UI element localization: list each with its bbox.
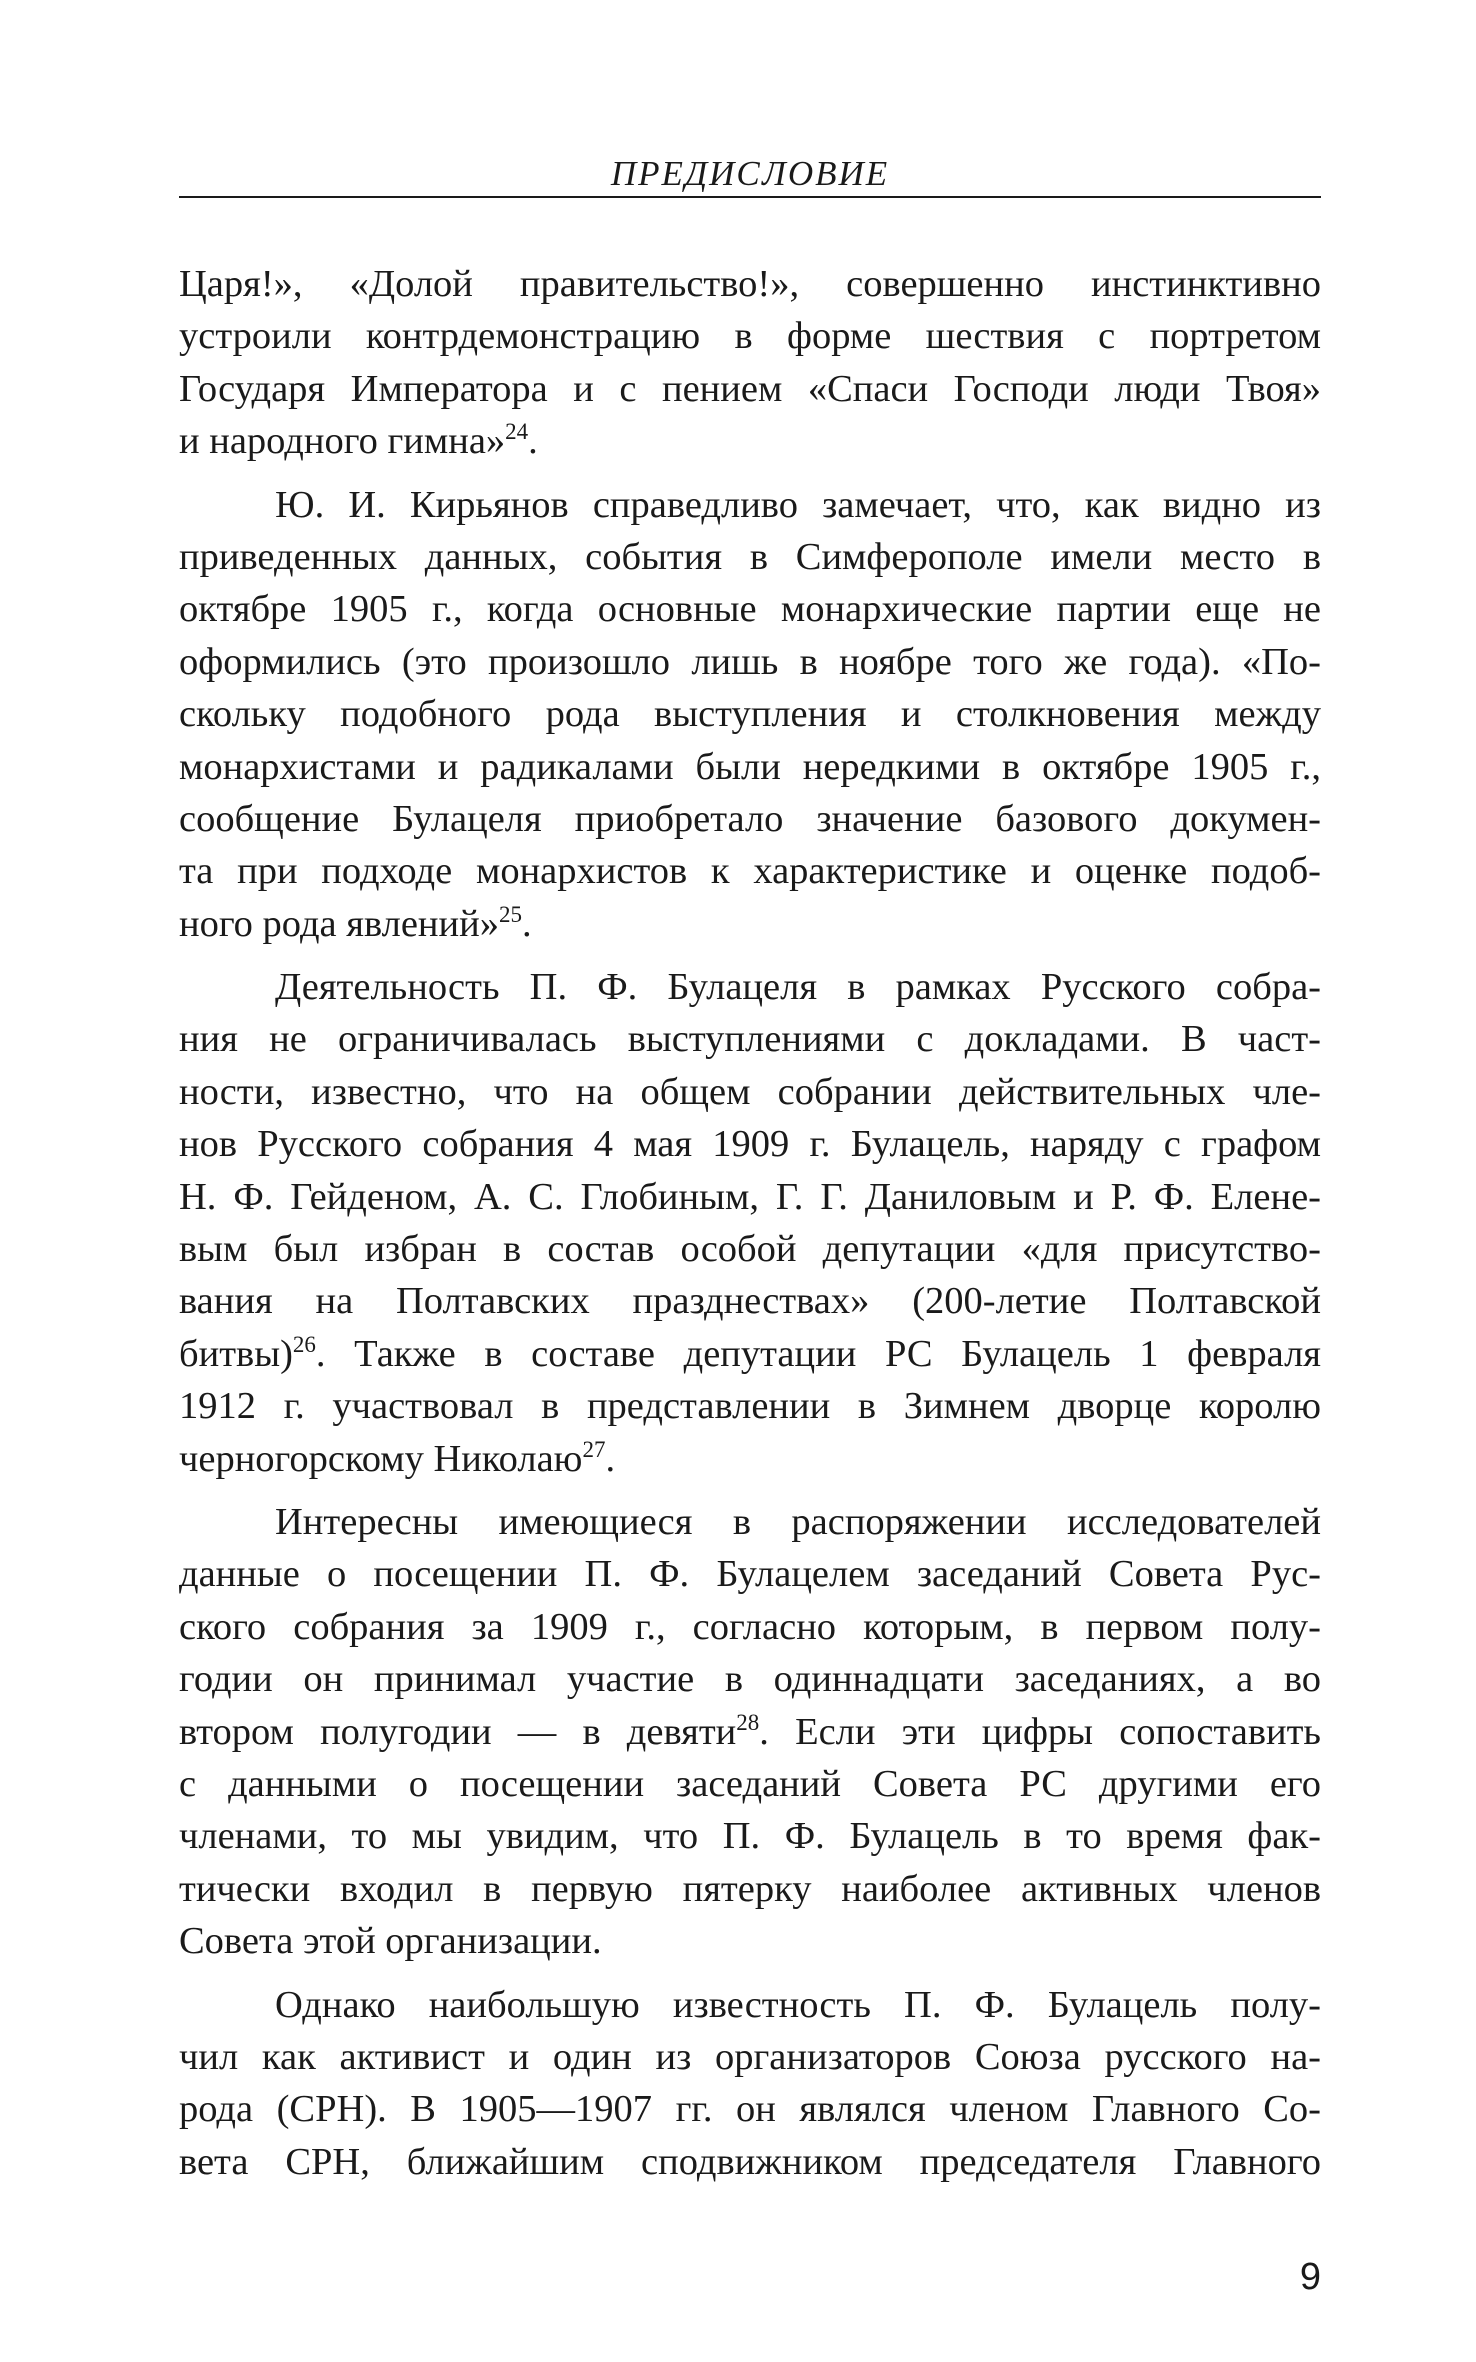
line-text: с данными о посещении заседаний Совета РС другими его — [179, 1762, 1321, 1805]
footnote-ref[interactable]: 28 — [736, 1709, 760, 1735]
paragraph — [179, 258, 1321, 468]
text-line — [179, 2031, 1321, 2083]
header-rule — [179, 196, 1321, 198]
line-text: членами, то мы увидим, что П. Ф. Булацель в то время фак- — [179, 1815, 1321, 1858]
text-line — [179, 1863, 1321, 1915]
line-text: монархистами и радикалами были нередкими в октябре 1905 г., — [179, 745, 1321, 788]
text-line — [179, 531, 1321, 583]
line-text: вания на Полтавских празднествах» (200-летие Полтавской — [179, 1280, 1321, 1323]
line-text: оформились (это произошло лишь в ноябре того же года). «По- — [179, 640, 1321, 683]
text-line — [179, 479, 1321, 531]
line-text-continued: . Если эти цифры сопоставить — [759, 1710, 1321, 1753]
paragraph — [179, 961, 1321, 1485]
text-line — [179, 1548, 1321, 1600]
line-text: данные о посещении П. Ф. Булацелем заседаний Совета Рус- — [179, 1553, 1321, 1596]
line-text: Однако наибольшую известность П. Ф. Булацель полу- — [275, 1983, 1321, 2026]
text-line — [179, 898, 1321, 950]
text-line — [179, 1706, 1321, 1758]
text-line — [179, 415, 1321, 467]
text-line — [179, 845, 1321, 897]
line-text: скольку подобного рода выступления и столкновения между — [179, 693, 1321, 736]
text-line — [179, 1275, 1321, 1327]
text-line — [179, 636, 1321, 688]
line-text: Совета этой организации. — [179, 1920, 602, 1963]
line-text: ского собрания за 1909 г., согласно которым, в первом полу- — [179, 1605, 1321, 1648]
line-text: втором полугодии — в девяти — [179, 1710, 737, 1753]
paragraph — [179, 1979, 1321, 2189]
line-text: вым был избран в состав особой депутации «для присутство- — [179, 1228, 1321, 1271]
line-text: годии он принимал участие в одиннадцати заседаниях, а во — [179, 1658, 1321, 1701]
text-line — [179, 1653, 1321, 1705]
line-text: Царя!», «Долой правительство!», совершенно инстинктивно — [179, 263, 1321, 305]
line-text: та при подходе монархистов к характеристике и оценке подоб- — [179, 850, 1321, 893]
text-line — [179, 363, 1321, 415]
text-line — [179, 1496, 1321, 1548]
text-line — [179, 741, 1321, 793]
text-line — [179, 310, 1321, 362]
line-text: битвы) — [179, 1332, 293, 1375]
text-line — [179, 688, 1321, 740]
line-text: рода (СРН). В 1905—1907 гг. он являлся членом Главного Со- — [179, 2088, 1321, 2131]
page-number: 9 — [1299, 2256, 1321, 2298]
text-line — [179, 1758, 1321, 1810]
text-line — [179, 1223, 1321, 1275]
text-line — [179, 1601, 1321, 1653]
paragraph — [179, 1496, 1321, 1968]
paragraph — [179, 479, 1321, 951]
footnote-ref[interactable]: 26 — [292, 1331, 316, 1357]
line-text: чил как активист и один из организаторов Союза русского на- — [179, 2035, 1321, 2078]
line-text: Государя Императора и с пением «Спаси Господи люди Твоя» — [179, 367, 1321, 410]
text-line — [179, 2083, 1321, 2135]
text-line — [179, 2136, 1321, 2188]
text-line — [179, 258, 1321, 310]
line-text: тически входил в первую пятерку наиболее активных членов — [179, 1867, 1321, 1910]
line-text-continued: . — [605, 1437, 616, 1480]
line-text: ности, известно, что на общем собрании действительных чле- — [179, 1070, 1321, 1113]
line-text: Интересны имеющиеся в распоряжении исследователей — [275, 1500, 1321, 1543]
line-text: вета СРН, ближайшим сподвижником председателя Главного — [179, 2140, 1321, 2183]
text-line — [179, 793, 1321, 845]
text-line — [179, 1171, 1321, 1223]
line-text: 1912 г. участвовал в представлении в Зимнем дворце королю — [179, 1385, 1321, 1428]
line-text: ного рода явлений» — [179, 902, 499, 945]
line-text: сообщение Булацеля приобретало значение базового докумен- — [179, 797, 1321, 840]
text-line — [179, 1118, 1321, 1170]
text-line — [179, 1433, 1321, 1485]
footnote-ref[interactable]: 27 — [582, 1436, 606, 1462]
line-text: октябре 1905 г., когда основные монархические партии еще не — [179, 588, 1321, 631]
footnote-ref[interactable]: 24 — [505, 419, 529, 445]
text-line — [179, 1810, 1321, 1862]
text-line — [179, 1915, 1321, 1967]
line-text: нов Русского собрания 4 мая 1909 г. Булацель, наряду с графом — [179, 1123, 1321, 1166]
line-text: и народного гимна» — [179, 420, 506, 463]
text-line — [179, 1380, 1321, 1432]
text-line — [179, 1066, 1321, 1118]
line-text: черногорскому Николаю — [179, 1437, 583, 1480]
footnote-ref[interactable]: 25 — [499, 901, 522, 927]
text-line — [179, 1328, 1321, 1380]
line-text: Ю. И. Кирьянов справедливо замечает, что, как видно из — [275, 483, 1321, 526]
body-text — [179, 258, 1321, 2188]
text-line — [179, 1979, 1321, 2031]
line-text-continued: . — [528, 420, 538, 463]
line-text-continued: . — [522, 902, 532, 945]
line-text: устроили контрдемонстрацию в форме шествия с портретом — [179, 315, 1321, 358]
text-line — [179, 961, 1321, 1013]
text-line — [179, 583, 1321, 635]
running-header: ПРЕДИСЛОВИЕ — [610, 154, 890, 193]
line-text: ния не ограничивалась выступлениями с докладами. В част- — [179, 1018, 1321, 1061]
text-line — [179, 1013, 1321, 1065]
line-text-continued: . Также в составе депутации РС Булацель 1 февраля — [315, 1332, 1321, 1375]
line-text: Деятельность П. Ф. Булацеля в рамках Русского собра- — [275, 966, 1321, 1009]
line-text: приведенных данных, события в Симферополе имели место в — [179, 535, 1321, 578]
line-text: Н. Ф. Гейденом, А. С. Глобиным, Г. Г. Даниловым и Р. Ф. Елене- — [179, 1175, 1321, 1218]
